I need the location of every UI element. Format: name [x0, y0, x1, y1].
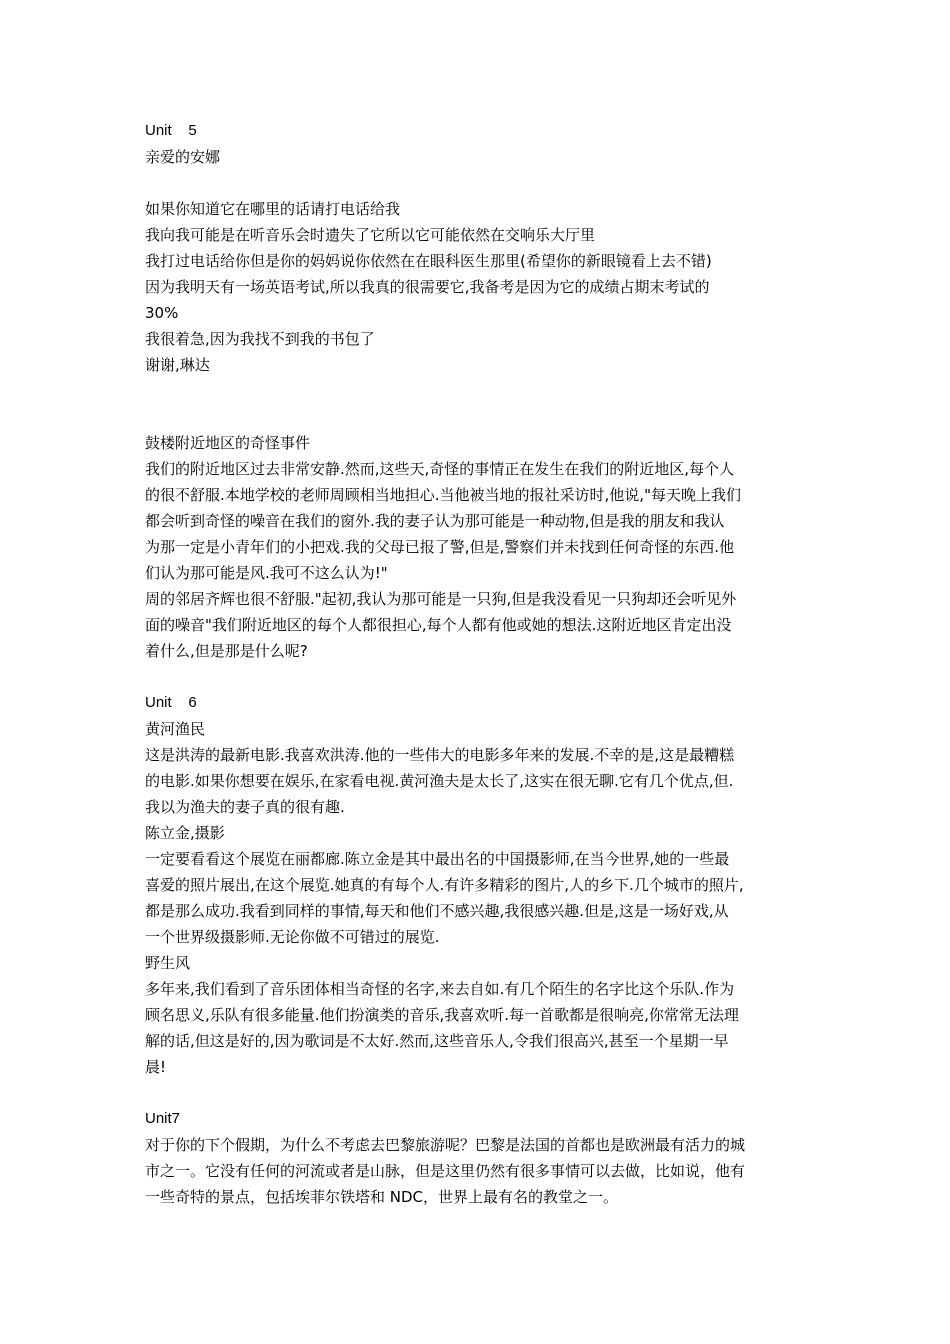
review-line: 我以为渔夫的妻子真的很有趣. [145, 798, 345, 816]
review-line: 多年来,我们看到了音乐团体相当奇怪的名字,来去自如.有几个陌生的名字比这个乐队.作为 [145, 980, 735, 998]
letter-line: 如果你知道它在哪里的话请打电话给我 [145, 200, 401, 218]
story-title: 鼓楼附近地区的奇怪事件 [145, 434, 311, 452]
letter-greeting: 亲爱的安娜 [145, 148, 221, 166]
story-line: 的很不舒服.本地学校的老师周顾相当地担心.当他被当地的报社采访时,他说,"每天晚上我们 [145, 486, 741, 504]
story-line: 我们的附近地区过去非常安静.然而,这些天,奇怪的事情正在发生在我们的附近地区,每个人 [145, 460, 735, 478]
review-line: 一个世界级摄影师.无论你做不可错过的展览. [145, 928, 440, 946]
review-line: 喜爱的照片展出,在这个展览.她真的有每个人.有许多精彩的图片,人的乡下.几个城市的照片, [145, 876, 744, 894]
spacer [145, 378, 825, 430]
unit-5-heading: Unit 5 [145, 122, 197, 139]
review-title: 陈立金,摄影 [145, 824, 225, 842]
review-title: 野生风 [145, 954, 191, 972]
letter-line: 30% [145, 304, 179, 322]
paragraph-line: 对于你的下个假期，为什么不考虑去巴黎旅游呢？巴黎是法国的首都也是欧洲最有活力的城 [145, 1136, 746, 1154]
letter-line: 我很着急,因为我找不到我的书包了 [145, 330, 375, 348]
story-line: 着什么,但是那是什么呢? [145, 642, 308, 660]
story-line: 都会听到奇怪的噪音在我们的窗外.我的妻子认为那可能是一种动物,但是我的朋友和我认 [145, 512, 725, 530]
document-body [145, 118, 825, 1210]
spacer [145, 1080, 825, 1106]
review-line: 解的话,但这是好的,因为歌词是不太好.然而,这些音乐人,令我们很高兴,甚至一个星期一早 [145, 1032, 729, 1050]
paragraph-line: 市之一。它没有任何的河流或者是山脉，但是这里仍然有很多事情可以去做，比如说，他有 [145, 1162, 746, 1180]
review-title: 黄河渔民 [145, 720, 206, 738]
review-line: 的电影.如果你想要在娱乐,在家看电视.黄河渔夫是太长了,这实在很无聊.它有几个优点,但. [145, 772, 734, 790]
spacer [145, 664, 825, 690]
story-line: 为那一定是小青年们的小把戏.我的父母已报了警,但是,警察们并未找到任何奇怪的东西.他 [145, 538, 735, 556]
review-line: 顾名思义,乐队有很多能量.他们扮演类的音乐,我喜欢听.每一首歌都是很响亮,你常常无法理 [145, 1006, 739, 1024]
unit-6-heading: Unit 6 [145, 694, 197, 711]
review-line: 一定要看看这个展览在丽都廊.陈立金是其中最出名的中国摄影师,在当今世界,她的一些最 [145, 850, 730, 868]
spacer [145, 170, 825, 196]
review-line: 这是洪涛的最新电影.我喜欢洪涛.他的一些伟大的电影多年来的发展.不幸的是,这是最糟糕 [145, 746, 735, 764]
paragraph-line: 一些奇特的景点，包括埃菲尔铁塔和 NDC，世界上最有名的教堂之一。 [145, 1188, 619, 1206]
letter-signature: 谢谢,琳达 [145, 356, 210, 374]
letter-line: 我打过电话给你但是你的妈妈说你依然在在眼科医生那里(希望你的新眼镜看上去不错) [145, 252, 712, 270]
unit-7-heading: Unit7 [145, 1110, 181, 1127]
story-line: 周的邻居齐辉也很不舒服."起初,我认为那可能是一只狗,但是我没看见一只狗却还会听见外 [145, 590, 737, 608]
story-line: 面的噪音"我们附近地区的每个人都很担心,每个人都有他或她的想法.这附近地区肯定出没 [145, 616, 732, 634]
review-line: 都是那么成功.我看到同样的事情,每天和他们不感兴趣,我很感兴趣.但是,这是一场好戏,从 [145, 902, 729, 920]
letter-line: 我向我可能是在听音乐会时遗失了它所以它可能依然在交响乐大厅里 [145, 226, 596, 244]
story-line: 们认为那可能是风.我可不这么认为!" [145, 564, 388, 582]
letter-line: 因为我明天有一场英语考试,所以我真的很需要它,我备考是因为它的成绩占期末考试的 [145, 278, 710, 296]
review-line: 晨! [145, 1058, 167, 1076]
